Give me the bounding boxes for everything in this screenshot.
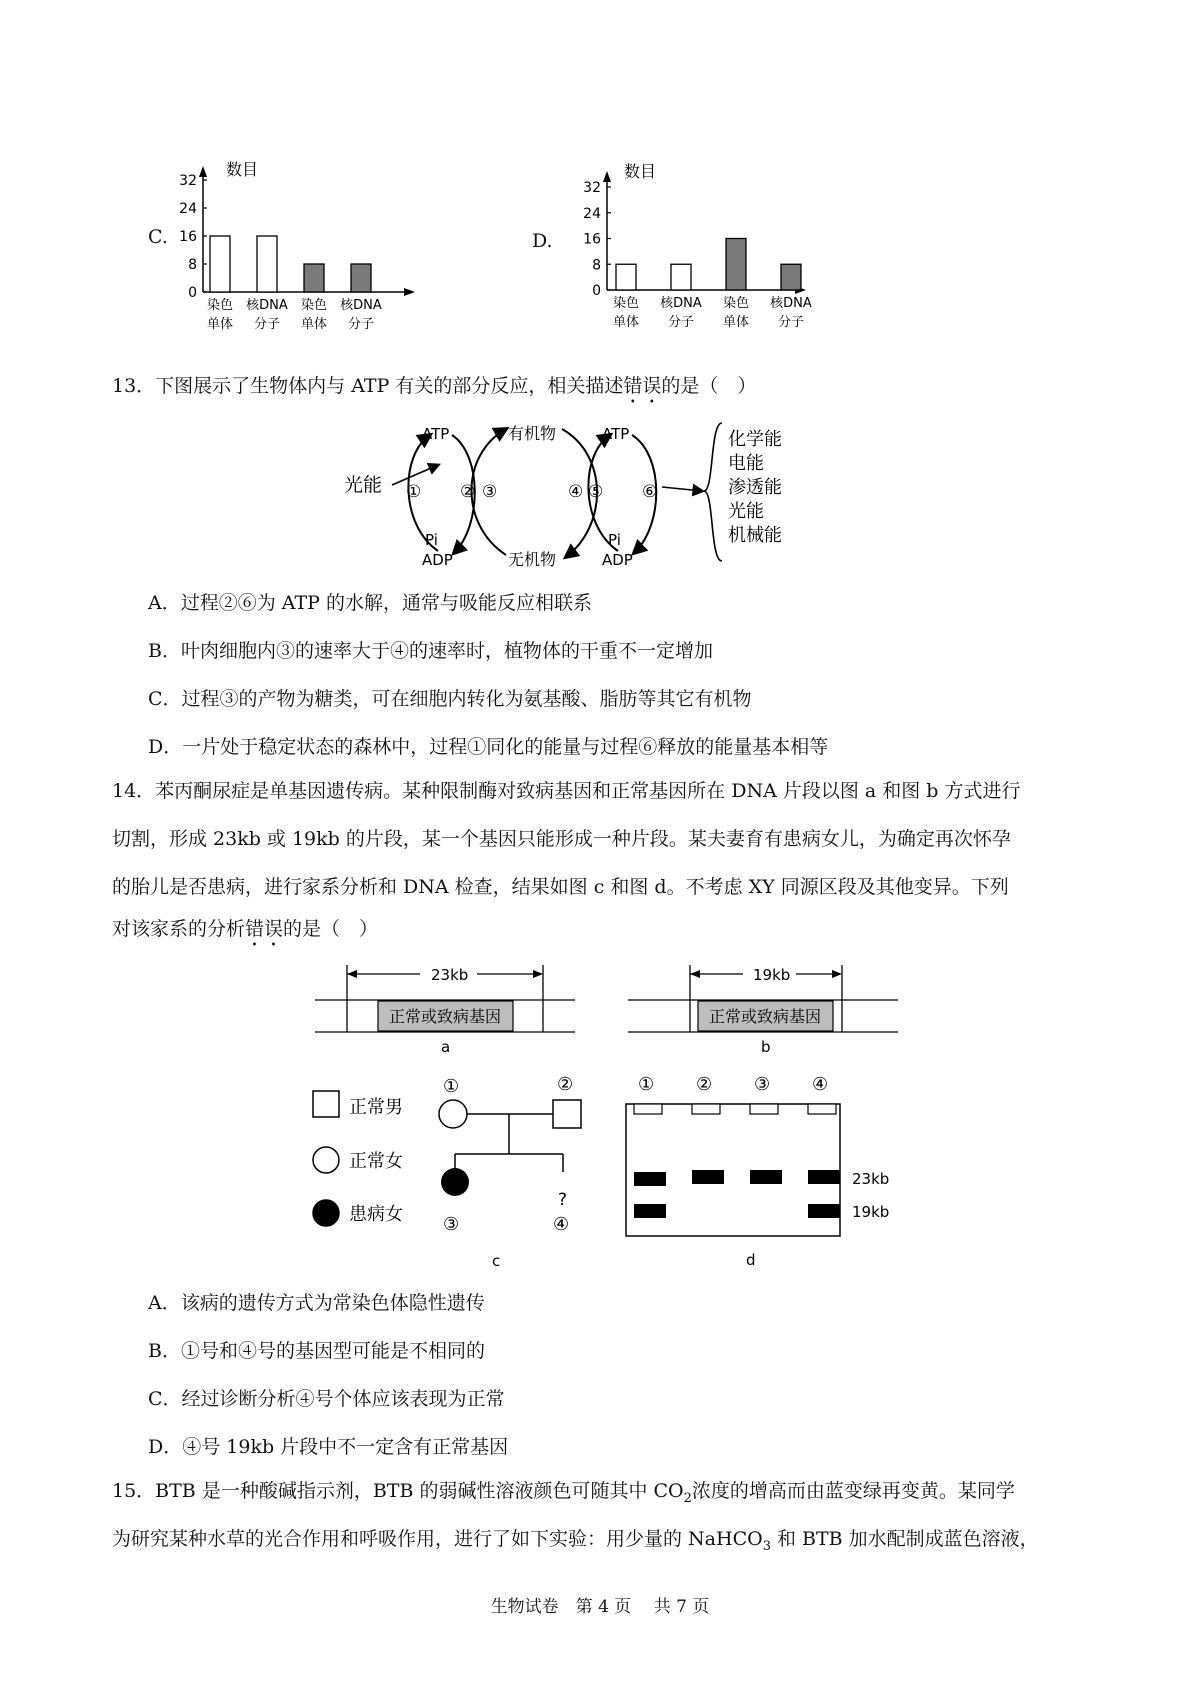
- x-category-label: 分子: [253, 317, 281, 330]
- x-category-label: 染色: [206, 298, 234, 313]
- light-energy-label: 光能: [344, 474, 383, 496]
- q14-option-b: B．①号和④号的基因型可能是不相同的: [148, 1340, 485, 1362]
- energy-brace: [704, 423, 722, 561]
- gel-lane-4: ④: [812, 1074, 829, 1095]
- x-category-label: 分子: [667, 315, 695, 330]
- inorganic-label: 无机物: [508, 550, 557, 569]
- bar-chart-d: [552, 155, 812, 335]
- x-categories: [207, 297, 382, 330]
- energy-light: 光能: [728, 501, 764, 522]
- bars: [210, 236, 371, 292]
- q14-stem-line3: 的胎儿是否患病，进行家系分析和 DNA 检查，结果如图 c 和图 d。不考虑 XY 同源区段及其他变异。下列: [112, 876, 1009, 898]
- q15-stem-line1: 15．BTB 是一种酸碱指示剂，BTB 的弱碱性溶液颜色可随其中 $CO_2$浓度的增高而由蓝变绿再变黄。某同学: [112, 1480, 1015, 1506]
- pi-left-label: Pi: [425, 531, 438, 549]
- energy-list: [728, 429, 782, 546]
- pedigree-2-male: [553, 1100, 581, 1128]
- x-category-label: 染色: [722, 296, 750, 311]
- label-5: ⑤: [588, 482, 604, 502]
- q14-stem-line2: 切割，形成 23kb 或 19kb 的片段，某一个基因只能形成一种片段。某夫妻育有患病女儿，为确定再次怀孕: [112, 828, 1011, 850]
- q13-stem: 13．下图展示了生物体内与 ATP 有关的部分反应，相关描述错误的是（ ）: [112, 375, 757, 397]
- fig-b-gene-label: 正常或致病基因: [708, 1007, 822, 1026]
- pedigree-3-affected-female: [441, 1168, 469, 1196]
- option-d-letter: D.: [532, 230, 553, 252]
- y-tick-label: 16: [583, 231, 601, 248]
- normal-female-symbol: [313, 1147, 339, 1173]
- pedigree-4-number: ④: [553, 1214, 570, 1235]
- y-tick-label: 0: [592, 283, 601, 299]
- legend-affected-female: 患病女: [349, 1204, 403, 1225]
- fig-a-size: 23kb: [431, 966, 469, 984]
- energy-electric: 电能: [728, 453, 764, 474]
- y-axis-arrow: [199, 166, 207, 177]
- pedigree-c: [425, 1070, 595, 1270]
- label-3: ③: [482, 482, 498, 502]
- legend-normal-male: 正常男: [349, 1097, 403, 1118]
- bars: [616, 239, 801, 291]
- y-axis-label: 数目: [226, 160, 259, 179]
- fig-a-label: a: [441, 1038, 451, 1055]
- x-category-label: 分子: [347, 317, 375, 330]
- band-3-23kb: [750, 1170, 782, 1184]
- legend-normal-female: 正常女: [349, 1151, 403, 1172]
- q13-option-c: C．过程③的产物为糖类，可在细胞内转化为氨基酸、脂肪等其它有机物: [148, 688, 752, 710]
- affected-female-symbol: [313, 1200, 339, 1226]
- bar-chart-c: [168, 150, 428, 330]
- y-tick-label: 24: [583, 205, 601, 222]
- y-tick-label: 32: [179, 173, 197, 189]
- pedigree-legend: [305, 1085, 425, 1240]
- energy-mechanical: 机械能: [728, 525, 782, 546]
- y-tick-label: 0: [188, 285, 197, 301]
- band-1-19kb: [634, 1204, 666, 1218]
- option-c-letter: C.: [148, 226, 168, 248]
- bar: [257, 236, 277, 292]
- band-2-23kb: [692, 1170, 724, 1184]
- y-tick-label: 32: [583, 180, 601, 196]
- energy-arrow: [662, 487, 702, 491]
- gel-lane-3: ③: [754, 1074, 771, 1095]
- gel-19kb-label: 19kb: [852, 1203, 890, 1221]
- y-tick-label: 8: [592, 257, 601, 274]
- x-categories: [613, 295, 812, 330]
- q13-option-a: A．过程②⑥为 ATP 的水解，通常与吸能反应相联系: [148, 592, 592, 614]
- fig-b-label: b: [761, 1038, 771, 1055]
- x-category-label: 单体: [722, 315, 750, 330]
- fig-a-gene-label: 正常或致病基因: [388, 1007, 502, 1026]
- q14-option-d: D．④号 19kb 片段中不一定含有正常基因: [148, 1436, 509, 1458]
- atp-left-label: ATP: [422, 425, 450, 443]
- figure-b: [628, 960, 898, 1055]
- y-axis-arrow: [603, 171, 611, 182]
- label-6: ⑥: [642, 482, 658, 502]
- x-category-label: 染色: [612, 296, 640, 311]
- organic-label: 有机物: [508, 424, 557, 443]
- gel-lane-2: ②: [696, 1074, 713, 1095]
- band-1-23kb: [634, 1172, 666, 1186]
- page-footer: 生物试卷 第 4 页 共 7 页: [490, 1597, 710, 1617]
- x-category-label: 核DNA: [340, 298, 382, 313]
- pedigree-1-number: ①: [443, 1076, 460, 1097]
- x-category-label: 染色: [300, 298, 328, 313]
- q13-option-d: D．一片处于稳定状态的森林中，过程①同化的能量与过程⑥释放的能量基本相等: [148, 736, 829, 758]
- pi-right-label: Pi: [608, 531, 621, 549]
- x-category-label: 分子: [777, 315, 805, 330]
- x-category-label: 单体: [206, 317, 234, 330]
- bar: [616, 264, 636, 290]
- band-4-23kb: [808, 1170, 840, 1184]
- x-axis-arrow: [404, 288, 415, 296]
- well-1: [634, 1104, 662, 1114]
- q14-option-a: A．该病的遗传方式为常染色体隐性遗传: [148, 1292, 485, 1314]
- y-tick-label: 16: [179, 229, 197, 245]
- y-tick-label: 8: [188, 257, 197, 273]
- q14-stem-line1: 14．苯丙酮尿症是单基因遗传病。某种限制酶对致病基因和正常基因所在 DNA 片段以图 a 和图 b 方式进行: [112, 780, 1021, 802]
- adp-left-label: ADP: [422, 551, 453, 569]
- q14-option-c: C．经过诊断分析④号个体应该表现为正常: [148, 1388, 505, 1410]
- pedigree-4-unknown: ?: [558, 1190, 568, 1210]
- atp-cycle-diagram: [330, 415, 850, 570]
- y-axis-label: 数目: [624, 162, 657, 181]
- bar: [304, 264, 324, 292]
- well-3: [750, 1104, 778, 1114]
- bar: [351, 264, 371, 292]
- gel-lane-1: ①: [638, 1074, 655, 1095]
- x-category-label: 单体: [612, 315, 640, 330]
- label-2: ②: [460, 482, 476, 502]
- pedigree-label: c: [492, 1252, 501, 1270]
- well-2: [692, 1104, 720, 1114]
- q14-stem-line4: 对该家系的分析错误的是（ ）: [112, 918, 379, 940]
- gel-d: [620, 1072, 910, 1272]
- gel-label: d: [746, 1251, 756, 1269]
- x-category-label: 单体: [300, 317, 328, 330]
- q13-option-b: B．叶肉细胞内③的速率大于④的速率时，植物体的干重不一定增加: [148, 640, 713, 662]
- pedigree-3-number: ③: [443, 1214, 460, 1235]
- band-4-19kb: [808, 1204, 840, 1218]
- bar: [671, 264, 691, 290]
- label-1: ①: [406, 482, 422, 502]
- label-4: ④: [568, 482, 584, 502]
- energy-osmotic: 渗透能: [728, 477, 782, 498]
- q15-stem-line2: 为研究某种水草的光合作用和呼吸作用，进行了如下实验：用少量的 NaHCO$_3$ 和 BTB 加水配制成蓝色溶液，: [112, 1528, 1039, 1554]
- bar: [726, 239, 746, 291]
- atp-right-label: ATP: [602, 425, 630, 443]
- pedigree-2-number: ②: [557, 1074, 574, 1095]
- normal-male-symbol: [313, 1091, 339, 1117]
- bar: [210, 236, 230, 292]
- gel-23kb-label: 23kb: [852, 1170, 890, 1188]
- bar: [781, 264, 801, 290]
- pedigree-1-female: [439, 1100, 467, 1128]
- fig-b-size: 19kb: [753, 966, 791, 984]
- x-category-label: 核DNA: [246, 298, 288, 313]
- well-4: [808, 1104, 836, 1114]
- x-category-label: 核DNA: [770, 296, 812, 311]
- adp-right-label: ADP: [602, 551, 633, 569]
- y-tick-label: 24: [179, 201, 197, 217]
- energy-chemical: 化学能: [728, 429, 782, 450]
- x-category-label: 核DNA: [660, 296, 702, 311]
- figure-a: [315, 960, 575, 1055]
